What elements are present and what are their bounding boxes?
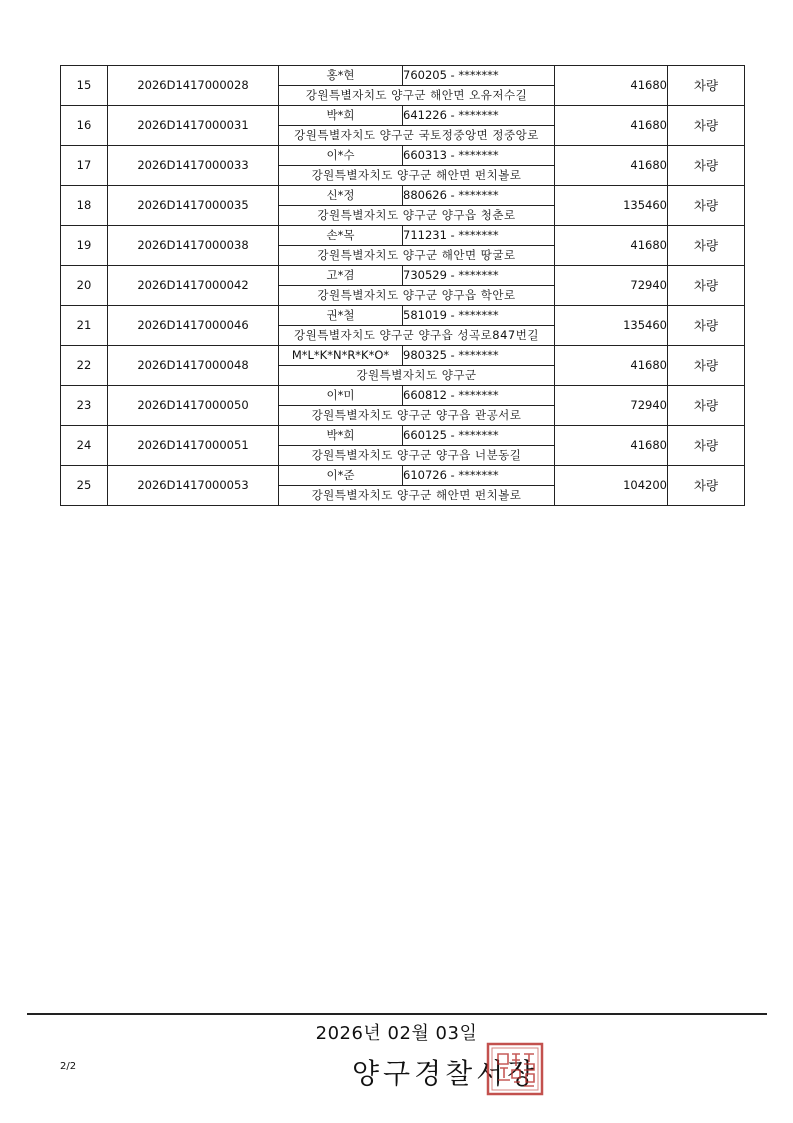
record-rrn: 711231 - ******* — [403, 226, 555, 246]
record-name: 고*겸 — [279, 266, 403, 286]
records-table — [60, 65, 745, 506]
records-table-body — [61, 66, 745, 506]
record-id: 2026D1417000048 — [108, 346, 279, 386]
record-name: 이*준 — [279, 466, 403, 486]
record-address: 강원특별자치도 양구군 해안면 펀치볼로 — [279, 486, 555, 506]
record-type: 차량 — [668, 386, 745, 426]
record-number: 24 — [61, 426, 108, 466]
record-row — [61, 106, 745, 126]
record-number: 16 — [61, 106, 108, 146]
record-type: 차량 — [668, 226, 745, 266]
record-amount: 41680 — [555, 146, 668, 186]
record-row — [61, 266, 745, 286]
record-address: 강원특별자치도 양구군 해안면 땅굴로 — [279, 246, 555, 266]
record-amount: 104200 — [555, 466, 668, 506]
record-type: 차량 — [668, 66, 745, 106]
record-rrn: 660125 - ******* — [403, 426, 555, 446]
record-row — [61, 386, 745, 406]
record-name: M*L*K*N*R*K*O* — [279, 346, 403, 366]
record-amount: 41680 — [555, 346, 668, 386]
issue-date: 2026년 02월 03일 — [315, 1023, 478, 1044]
record-rrn: 660812 - ******* — [403, 386, 555, 406]
record-number: 23 — [61, 386, 108, 426]
record-amount: 41680 — [555, 226, 668, 266]
record-id: 2026D1417000042 — [108, 266, 279, 306]
record-amount: 41680 — [555, 66, 668, 106]
record-address: 강원특별자치도 양구군 해안면 오유저수길 — [279, 86, 555, 106]
record-address: 강원특별자치도 양구군 국토정중앙면 정중앙로 — [279, 126, 555, 146]
record-rrn: 880626 - ******* — [403, 186, 555, 206]
record-id: 2026D1417000031 — [108, 106, 279, 146]
record-address: 강원특별자치도 양구군 해안면 펀치볼로 — [279, 166, 555, 186]
record-row — [61, 66, 745, 86]
record-address: 강원특별자치도 양구군 양구읍 성곡로847번길 — [279, 326, 555, 346]
record-id: 2026D1417000033 — [108, 146, 279, 186]
record-row — [61, 226, 745, 246]
record-address: 강원특별자치도 양구군 양구읍 관공서로 — [279, 406, 555, 426]
record-amount: 41680 — [555, 426, 668, 466]
record-amount: 41680 — [555, 106, 668, 146]
record-name: 박*희 — [279, 426, 403, 446]
record-type: 차량 — [668, 466, 745, 506]
record-type: 차량 — [668, 346, 745, 386]
page-number: 2/2 — [60, 1061, 77, 1072]
record-number: 22 — [61, 346, 108, 386]
record-rrn: 730529 - ******* — [403, 266, 555, 286]
record-number: 25 — [61, 466, 108, 506]
record-name: 박*희 — [279, 106, 403, 126]
record-rrn: 660313 - ******* — [403, 146, 555, 166]
record-id: 2026D1417000046 — [108, 306, 279, 346]
record-row — [61, 306, 745, 326]
record-number: 21 — [61, 306, 108, 346]
footer-divider — [27, 1013, 767, 1015]
record-id: 2026D1417000053 — [108, 466, 279, 506]
record-id: 2026D1417000028 — [108, 66, 279, 106]
record-amount: 135460 — [555, 186, 668, 226]
record-row — [61, 426, 745, 446]
record-name: 홍*현 — [279, 66, 403, 86]
record-row — [61, 146, 745, 166]
record-number: 20 — [61, 266, 108, 306]
record-address: 강원특별자치도 양구군 — [279, 366, 555, 386]
record-address: 강원특별자치도 양구군 양구읍 학안로 — [279, 286, 555, 306]
record-id: 2026D1417000050 — [108, 386, 279, 426]
record-id: 2026D1417000051 — [108, 426, 279, 466]
record-number: 18 — [61, 186, 108, 226]
record-amount: 72940 — [555, 386, 668, 426]
record-rrn: 980325 - ******* — [403, 346, 555, 366]
record-amount: 72940 — [555, 266, 668, 306]
record-type: 차량 — [668, 306, 745, 346]
record-rrn: 581019 - ******* — [403, 306, 555, 326]
record-row — [61, 186, 745, 206]
record-address: 강원특별자치도 양구군 양구읍 청춘로 — [279, 206, 555, 226]
record-name: 이*수 — [279, 146, 403, 166]
record-id: 2026D1417000035 — [108, 186, 279, 226]
record-type: 차량 — [668, 266, 745, 306]
record-number: 15 — [61, 66, 108, 106]
record-rrn: 610726 - ******* — [403, 466, 555, 486]
record-amount: 135460 — [555, 306, 668, 346]
record-type: 차량 — [668, 146, 745, 186]
record-type: 차량 — [668, 106, 745, 146]
record-number: 17 — [61, 146, 108, 186]
official-seal-stamp — [486, 1042, 544, 1096]
record-number: 19 — [61, 226, 108, 266]
record-row — [61, 346, 745, 366]
record-type: 차량 — [668, 186, 745, 226]
record-id: 2026D1417000038 — [108, 226, 279, 266]
record-row — [61, 466, 745, 486]
record-name: 신*정 — [279, 186, 403, 206]
issuer-name: 양구경찰서장 — [352, 1057, 539, 1090]
record-name: 권*철 — [279, 306, 403, 326]
record-name: 손*목 — [279, 226, 403, 246]
record-rrn: 760205 - ******* — [403, 66, 555, 86]
record-rrn: 641226 - ******* — [403, 106, 555, 126]
record-type: 차량 — [668, 426, 745, 466]
record-name: 이*미 — [279, 386, 403, 406]
record-address: 강원특별자치도 양구군 양구읍 너분동길 — [279, 446, 555, 466]
